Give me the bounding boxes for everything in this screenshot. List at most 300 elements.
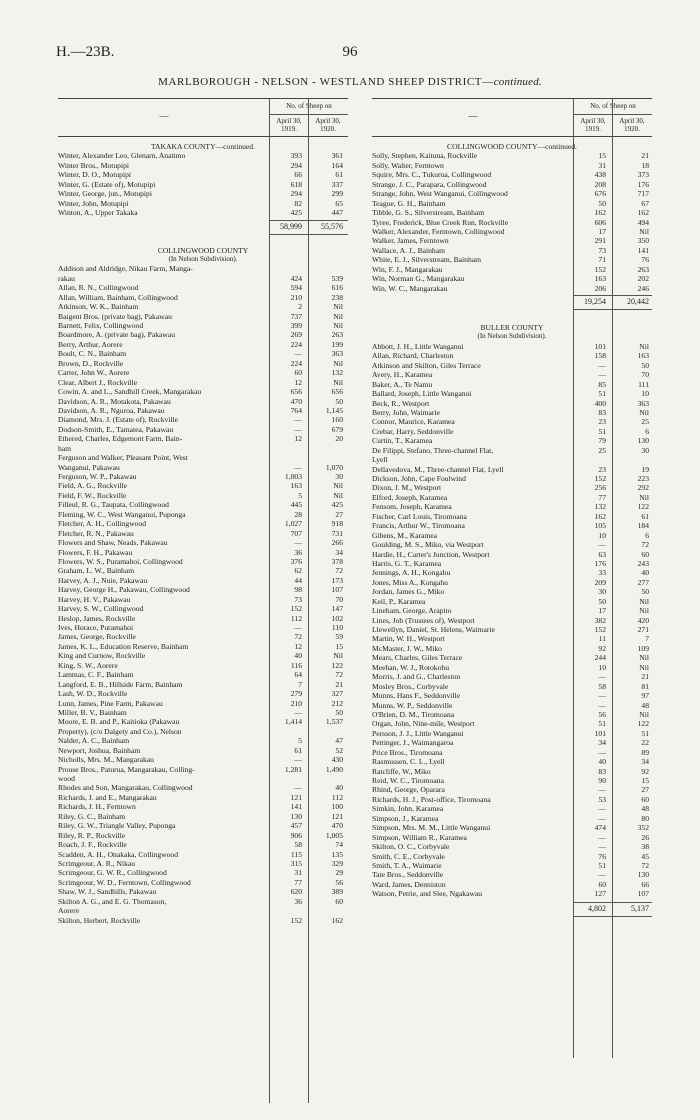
table-row bbox=[372, 151, 652, 160]
owner-name: Baker, A., Te Namu bbox=[372, 379, 433, 389]
sheep-1920: 72 bbox=[641, 860, 649, 870]
owner-name: Field, F. W., Rockville bbox=[58, 490, 127, 500]
owner-name: Richards, J. H., Ferntown bbox=[58, 802, 136, 812]
owner-name: Scrimgeour, W. D., Ferntown, Collingwood bbox=[58, 877, 191, 887]
sheep-1919: 34 bbox=[598, 738, 606, 748]
table-row bbox=[372, 408, 652, 417]
table-row bbox=[372, 531, 652, 540]
total-1919: 58,999 bbox=[280, 221, 302, 231]
owner-name: Ferguson and Walker, Pleasant Point, West bbox=[58, 453, 188, 463]
owner-name: Watson, Petrie, and Slee, Ngakawau bbox=[372, 889, 483, 899]
table-row bbox=[58, 774, 348, 783]
table-row bbox=[372, 719, 652, 728]
table-row bbox=[58, 632, 348, 641]
sheep-1919: 158 bbox=[594, 351, 606, 361]
owner-name: Keil, P., Karamea bbox=[372, 596, 426, 606]
sheep-1919: 393 bbox=[290, 151, 302, 161]
table-row bbox=[58, 378, 348, 387]
table-row bbox=[58, 538, 348, 547]
owner-name: Lyell bbox=[372, 455, 388, 465]
table-row bbox=[58, 831, 348, 840]
table-row bbox=[58, 189, 348, 198]
sheep-1919: 606 bbox=[594, 217, 606, 227]
sheep-1919: 400 bbox=[594, 398, 606, 408]
sheep-1920: 199 bbox=[331, 339, 343, 349]
sheep-1919: — bbox=[598, 700, 606, 710]
table-row bbox=[372, 227, 652, 236]
total-1919: 4,802 bbox=[588, 903, 606, 913]
sheep-1919: 17 bbox=[598, 606, 606, 616]
table-row bbox=[58, 708, 348, 717]
table-row bbox=[58, 680, 348, 689]
sheep-1920: 48 bbox=[641, 804, 649, 814]
table-row bbox=[58, 264, 348, 273]
owner-name: Berry, Arthur, Aorere bbox=[58, 339, 123, 349]
sheep-1919: 105 bbox=[594, 521, 606, 531]
sheep-1920: 18 bbox=[641, 160, 649, 170]
sheep-1920: 918 bbox=[331, 519, 343, 529]
sheep-1919: 130 bbox=[290, 811, 302, 821]
sheep-1919: 79 bbox=[598, 436, 606, 446]
owner-name: Hardie, H., Carter's Junction, Westport bbox=[372, 549, 490, 559]
sheep-1920: 122 bbox=[637, 719, 649, 729]
table-row bbox=[58, 425, 348, 434]
sheep-1919: 101 bbox=[594, 341, 606, 351]
sheep-1920: 60 bbox=[641, 794, 649, 804]
sheep-1920: 327 bbox=[331, 689, 343, 699]
owner-name: Nalder, A. C., Bainham bbox=[58, 736, 130, 746]
table-row bbox=[372, 342, 652, 351]
sheep-1920: 329 bbox=[331, 858, 343, 868]
sheep-1920: Nil bbox=[333, 651, 343, 661]
table-row bbox=[372, 199, 652, 208]
sheep-1920: 337 bbox=[331, 179, 343, 189]
owner-name: Curtin, T., Karamea bbox=[372, 436, 433, 446]
table-row bbox=[372, 455, 652, 464]
sheep-1920: 122 bbox=[331, 660, 343, 670]
table-row bbox=[58, 906, 348, 915]
table-row bbox=[372, 427, 652, 436]
sheep-1919: — bbox=[294, 424, 302, 434]
owner-name: Barnett, Felix, Collingwood bbox=[58, 321, 144, 330]
owner-name: Winter, D. O., Motupipi bbox=[58, 170, 132, 180]
owner-name: Simpson, William R., Karamea bbox=[372, 832, 467, 842]
table-row bbox=[372, 653, 652, 662]
table-row bbox=[372, 701, 652, 710]
sheep-1919: 906 bbox=[290, 830, 302, 840]
table-row bbox=[372, 738, 652, 747]
table-row bbox=[372, 502, 652, 511]
table-row bbox=[58, 510, 348, 519]
sheep-1920: 271 bbox=[637, 625, 649, 634]
owner-name: Ballard, Joseph, Little Wanganui bbox=[372, 389, 472, 399]
sheep-1919: 2 bbox=[298, 302, 302, 312]
table-row bbox=[372, 616, 652, 625]
owner-name: ham bbox=[58, 443, 72, 453]
table-row bbox=[58, 850, 348, 859]
owner-name: Harvey, George H., Pakawau, Collingwood bbox=[58, 585, 190, 595]
sheep-1919: 58 bbox=[294, 840, 302, 850]
sheep-1920: Nil bbox=[639, 226, 649, 236]
sheep-1919: 31 bbox=[598, 160, 606, 170]
name-column-header: — bbox=[468, 111, 478, 121]
owner-name: Rhind, George, Oparara bbox=[372, 785, 445, 795]
owner-name: Cowin, A. and L., Sandhill Creek, Mangarakau bbox=[58, 387, 202, 397]
sheep-1919: 132 bbox=[594, 502, 606, 512]
table-row bbox=[372, 284, 652, 293]
table-row bbox=[58, 519, 348, 528]
sheep-1920: 102 bbox=[331, 613, 343, 623]
sheep-1919: 76 bbox=[598, 851, 606, 861]
owner-name: Baigent Bros. (private bag), Pakawau bbox=[58, 311, 172, 321]
table-row bbox=[372, 483, 652, 492]
owner-name: Lineham, George, Arapito bbox=[372, 606, 452, 616]
owner-name: Filleul, R. G., Taupata, Collingwood bbox=[58, 500, 169, 510]
owner-name: Walker, James, Ferntown bbox=[372, 236, 449, 246]
table-row bbox=[58, 566, 348, 575]
table-row bbox=[58, 765, 348, 774]
sheep-1919: 620 bbox=[290, 887, 302, 897]
sheep-1920: Nil bbox=[639, 653, 649, 663]
table-row bbox=[58, 463, 348, 472]
sheep-1919: 162 bbox=[594, 511, 606, 521]
sheep-1920: 1,537 bbox=[325, 717, 343, 727]
sheep-1919: 44 bbox=[294, 575, 302, 585]
owner-name: Smith, T. A., Waimarie bbox=[372, 860, 442, 870]
sheep-1919: 77 bbox=[598, 492, 606, 502]
column-header-1920: April 30, 1920. bbox=[315, 117, 341, 133]
sheep-1919: 152 bbox=[290, 915, 302, 925]
page-header bbox=[0, 44, 700, 64]
page-title bbox=[0, 76, 700, 88]
sheep-1920: 48 bbox=[641, 700, 649, 710]
owner-name: Wallace, A. J., Bainham bbox=[372, 245, 445, 255]
table-row bbox=[58, 151, 348, 160]
owner-name: Llewellyn, Daniel, St. Helens, Waimarie bbox=[372, 625, 495, 634]
table-row bbox=[372, 814, 652, 823]
sheep-1920: 27 bbox=[641, 785, 649, 795]
sheep-1919: 12 bbox=[294, 434, 302, 444]
table-row bbox=[58, 604, 348, 613]
sheep-1919: 51 bbox=[598, 426, 606, 436]
table-row bbox=[58, 283, 348, 292]
column-header-1919: April 30, 1919. bbox=[276, 117, 302, 133]
sheep-1920: Nil bbox=[333, 358, 343, 368]
sheep-1920: 363 bbox=[637, 398, 649, 408]
owner-name: Winter, John, Motupipi bbox=[58, 198, 129, 208]
table-row bbox=[58, 415, 348, 424]
sheep-1920: 6 bbox=[645, 426, 649, 436]
owner-name: Dellavedova, M., Three-channel Flat, Lyell bbox=[372, 464, 504, 474]
sheep-1920: 263 bbox=[637, 264, 649, 274]
table-row bbox=[58, 595, 348, 604]
table-row bbox=[58, 444, 348, 453]
owner-name: Fletcher, R. N., Pakawau bbox=[58, 528, 134, 538]
sheep-1920: 97 bbox=[641, 691, 649, 701]
table-row bbox=[58, 736, 348, 745]
sheep-1920: 72 bbox=[641, 540, 649, 550]
sheep-1920: 1,490 bbox=[325, 764, 343, 774]
sheep-1919: 36 bbox=[294, 896, 302, 906]
sheep-1920: 30 bbox=[335, 472, 343, 481]
owner-name: Win, Norman G., Mangarakau bbox=[372, 274, 465, 284]
owner-name: Atkinson and Skilton, Giles Terrace bbox=[372, 360, 481, 370]
county-total-row bbox=[372, 295, 652, 309]
owner-name: Carter, John W., Aorere bbox=[58, 368, 130, 378]
owner-name: Flowers, F. H., Pakawau bbox=[58, 547, 133, 557]
table-row bbox=[58, 755, 348, 764]
sheep-1920: 277 bbox=[637, 577, 649, 587]
owner-name: Winter Bros., Motupipi bbox=[58, 160, 129, 170]
table-row bbox=[372, 361, 652, 370]
table-row bbox=[58, 699, 348, 708]
owner-name: O'Brien, D. M., Tiromoana bbox=[372, 709, 455, 719]
owner-name: Price Bros., Tiromoana bbox=[372, 747, 443, 757]
sheep-1920: 447 bbox=[331, 208, 343, 218]
owner-name: Richards, H. J., Post-office, Tiromoana bbox=[372, 794, 491, 804]
table-row bbox=[372, 170, 652, 179]
sheep-1920: 81 bbox=[641, 681, 649, 691]
table-row bbox=[58, 453, 348, 462]
sheep-1919: 424 bbox=[290, 273, 302, 283]
owner-name: Ives, Horace, Puramahoi bbox=[58, 623, 134, 632]
sheep-1919: 1,027 bbox=[284, 519, 302, 529]
owner-name: Scrimgeour, G. W. R., Collingwood bbox=[58, 868, 167, 878]
sheep-1919: — bbox=[598, 370, 606, 380]
column-group-header: No. of Sheep on bbox=[590, 102, 636, 110]
sheep-1919: 1,281 bbox=[284, 764, 302, 774]
table-row bbox=[372, 255, 652, 264]
table-row bbox=[372, 597, 652, 606]
owner-name: Allan, Richard, Charleston bbox=[372, 351, 454, 361]
sheep-1919: 66 bbox=[294, 170, 302, 180]
sheep-1920: Nil bbox=[333, 481, 343, 491]
sheep-1920: 141 bbox=[637, 245, 649, 255]
owner-name: Smith, C. E., Corbyvale bbox=[372, 851, 445, 861]
sheep-1919: — bbox=[294, 462, 302, 472]
sheep-1920: Nil bbox=[639, 662, 649, 672]
owner-name: Harvey, H. V., Pakawau bbox=[58, 594, 131, 604]
sheep-1920: 40 bbox=[641, 568, 649, 578]
sheep-1919: 656 bbox=[290, 387, 302, 397]
sheep-1919: 53 bbox=[598, 794, 606, 804]
table-row bbox=[58, 170, 348, 179]
sheep-1920: Nil bbox=[333, 321, 343, 330]
sheep-1919: 294 bbox=[290, 189, 302, 199]
sheep-1920: 40 bbox=[335, 783, 343, 793]
header-top-rule bbox=[372, 98, 652, 99]
table-rows bbox=[372, 142, 652, 916]
table-row bbox=[372, 833, 652, 842]
sheep-1920: 425 bbox=[331, 500, 343, 510]
sheep-1920: 162 bbox=[637, 208, 649, 218]
sheep-1920: 470 bbox=[331, 821, 343, 831]
sheep-1920: Nil bbox=[639, 341, 649, 351]
owner-name: Jordan, James G., Miko bbox=[372, 587, 445, 597]
owner-name: Fletcher, A. H., Collingwood bbox=[58, 519, 147, 529]
sheep-1920: 21 bbox=[641, 151, 649, 161]
sheep-1920: 162 bbox=[331, 915, 343, 925]
owner-name: Boardmore, A. (private bag), Pakawau bbox=[58, 330, 176, 340]
column-header-1919: April 30, 1919. bbox=[580, 117, 606, 133]
owner-name: Miller, B. V., Bainham bbox=[58, 707, 127, 717]
table-row bbox=[58, 793, 348, 802]
table-row bbox=[58, 349, 348, 358]
sheep-1919: — bbox=[598, 842, 606, 852]
sheep-1920: 110 bbox=[331, 623, 343, 632]
sheep-1920: 74 bbox=[335, 840, 343, 850]
table-row bbox=[372, 465, 652, 474]
sheep-1920: 89 bbox=[641, 747, 649, 757]
sheep-1920: 66 bbox=[641, 879, 649, 889]
sheep-1920: 50 bbox=[335, 707, 343, 717]
column-group-header: No. of Sheep on bbox=[286, 102, 332, 110]
sheep-1920: 7 bbox=[645, 634, 649, 644]
owner-name: Mears, Charles, Giles Terrace bbox=[372, 653, 463, 663]
sheep-1919: 77 bbox=[294, 877, 302, 887]
sheep-1920: 494 bbox=[637, 217, 649, 227]
sheep-1919: — bbox=[598, 813, 606, 823]
sheep-1920: 70 bbox=[335, 594, 343, 604]
sheep-1920: 361 bbox=[331, 151, 343, 161]
table-row bbox=[372, 691, 652, 700]
table-row bbox=[372, 246, 652, 255]
table-row bbox=[372, 842, 652, 851]
sheep-1919: 121 bbox=[290, 792, 302, 802]
table-row bbox=[58, 208, 348, 217]
owner-name: Clear, Albert J., Rockville bbox=[58, 377, 137, 387]
table-row bbox=[372, 795, 652, 804]
owner-name: Newport, Joshua, Bainham bbox=[58, 745, 141, 755]
sheep-1920: 111 bbox=[638, 379, 649, 389]
sheep-1919: 33 bbox=[598, 568, 606, 578]
sheep-1920: 130 bbox=[637, 436, 649, 446]
sheep-1919: 15 bbox=[598, 151, 606, 161]
table-row bbox=[58, 434, 348, 443]
header-bottom-rule bbox=[58, 136, 348, 137]
owner-name: Solly, Walter, Ferntown bbox=[372, 160, 444, 170]
sheep-1919: 764 bbox=[290, 405, 302, 415]
total-1920: 5,137 bbox=[631, 903, 649, 913]
table-row bbox=[58, 897, 348, 906]
sheep-1919: 438 bbox=[594, 170, 606, 180]
sheep-1919: 50 bbox=[598, 596, 606, 606]
sheep-1919: — bbox=[294, 623, 302, 632]
sheep-1920: 27 bbox=[335, 509, 343, 519]
table-row bbox=[372, 587, 652, 596]
sheep-1920: 352 bbox=[637, 823, 649, 833]
owner-name: Persson, J. J., Little Wanganui bbox=[372, 728, 464, 738]
owner-name: Tate Bros., Seddonville bbox=[372, 870, 444, 880]
table-row bbox=[58, 859, 348, 868]
sheep-1919: 60 bbox=[598, 879, 606, 889]
owner-name: Winter, G. (Estate of), Motupipi bbox=[58, 179, 156, 189]
sheep-1919: 98 bbox=[294, 585, 302, 595]
sheep-1920: 19 bbox=[641, 464, 649, 474]
owner-name: Rhodes and Son, Mangarakau, Collingwood bbox=[58, 783, 193, 793]
table-row bbox=[58, 585, 348, 594]
sheep-1919: 224 bbox=[290, 358, 302, 368]
owner-name: Roach, J. F., Rockville bbox=[58, 840, 127, 850]
table-row bbox=[58, 623, 348, 632]
table-row bbox=[58, 802, 348, 811]
sheep-1920: 160 bbox=[331, 415, 343, 425]
page-number: 96 bbox=[342, 44, 358, 60]
table-row bbox=[372, 682, 652, 691]
sheep-1919: 51 bbox=[598, 719, 606, 729]
sheep-1920: 25 bbox=[641, 417, 649, 427]
sheep-1920: 731 bbox=[331, 528, 343, 538]
table-row bbox=[372, 389, 652, 398]
owner-name: Harris, G. T., Karamea bbox=[372, 558, 442, 568]
owner-name: Ethered, Charles, Edgemont Farm, Bain- bbox=[58, 434, 183, 444]
table-row bbox=[372, 776, 652, 785]
sheep-1919: 12 bbox=[294, 377, 302, 387]
sheep-1919: 30 bbox=[598, 587, 606, 597]
table-row bbox=[372, 274, 652, 283]
sheep-1919: — bbox=[294, 415, 302, 425]
table-row bbox=[372, 493, 652, 502]
sheep-1920: 21 bbox=[641, 672, 649, 682]
owner-name: Elford, Joseph, Karamea bbox=[372, 492, 448, 502]
sheep-1919: — bbox=[294, 707, 302, 717]
owner-name: Heslop, James, Rockville bbox=[58, 613, 136, 623]
column-header-1920: April 30, 1920. bbox=[619, 117, 645, 133]
owner-name: Walker, Alexander, Ferntown, Collingwood bbox=[372, 226, 505, 236]
owner-name: Riley, G. C., Bainham bbox=[58, 811, 126, 821]
owner-name: Francis, Arthur W., Tiromoana bbox=[372, 521, 465, 531]
owner-name: Teague, G. H., Bainham bbox=[372, 198, 446, 208]
sheep-1919: — bbox=[598, 360, 606, 370]
sheep-1920: 135 bbox=[331, 849, 343, 859]
owner-name: McMaster, J. W., Miko bbox=[372, 643, 442, 653]
table-row bbox=[58, 293, 348, 302]
table-row bbox=[372, 208, 652, 217]
owner-name: Richards, J. and E., Mangarakau bbox=[58, 792, 157, 802]
sheep-1919: 206 bbox=[594, 283, 606, 293]
sheep-1920: 6 bbox=[645, 530, 649, 540]
sheep-1919: 62 bbox=[294, 566, 302, 576]
owner-name: Fischer, Carl Louis, Tiromoana bbox=[372, 511, 467, 521]
sheep-1920: 1,070 bbox=[325, 462, 343, 472]
sheep-1919: — bbox=[598, 804, 606, 814]
owner-name: Davidson, A. R., Motakota, Pakawau bbox=[58, 396, 171, 406]
owner-name: Meehan, W. J., Rotokohu bbox=[372, 662, 449, 672]
sheep-1919: 73 bbox=[294, 594, 302, 604]
county-heading: COLLINGWOOD COUNTY—continued. bbox=[447, 142, 577, 151]
title-main: MARLBOROUGH - NELSON - WESTLAND SHEEP DISTRICT— bbox=[158, 76, 494, 88]
group-rule bbox=[574, 114, 652, 115]
table-row bbox=[372, 880, 652, 889]
sheep-1919: 11 bbox=[598, 634, 606, 644]
sheep-1919: 127 bbox=[594, 889, 606, 899]
sheep-1919: 141 bbox=[290, 802, 302, 812]
table-row bbox=[372, 861, 652, 870]
table-row bbox=[58, 491, 348, 500]
sheep-1919: 7 bbox=[298, 679, 302, 689]
table-row bbox=[58, 812, 348, 821]
table-row bbox=[58, 717, 348, 726]
sheep-1919: — bbox=[294, 538, 302, 548]
sheep-1920: 60 bbox=[641, 549, 649, 559]
sheep-1919: 58 bbox=[598, 681, 606, 691]
table-row bbox=[58, 340, 348, 349]
table-row bbox=[58, 670, 348, 679]
sheep-1919: 676 bbox=[594, 189, 606, 199]
sheep-1919: 51 bbox=[598, 389, 606, 399]
table-row bbox=[372, 767, 652, 776]
table-row bbox=[372, 265, 652, 274]
